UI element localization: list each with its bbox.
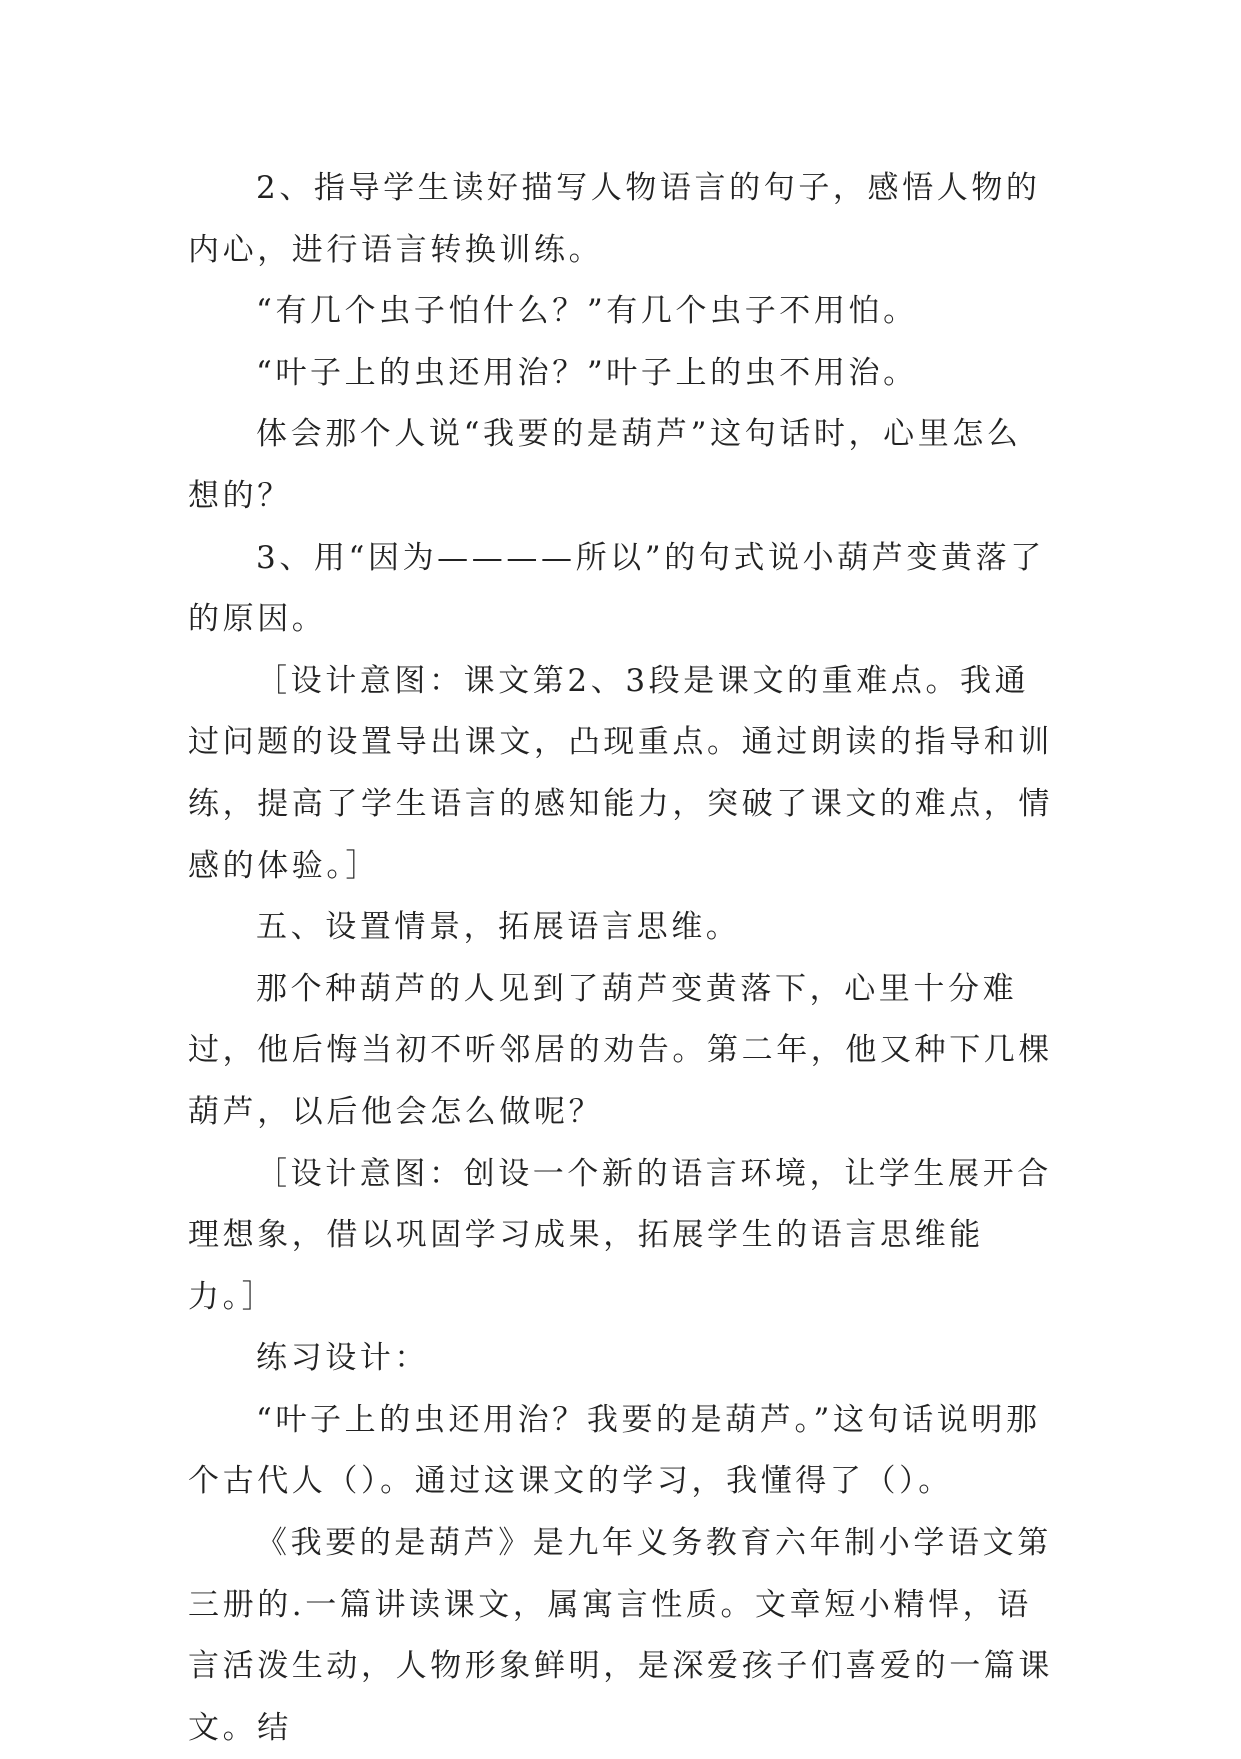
paragraph-exercise-heading: 练习设计：: [256, 1340, 429, 1377]
paragraph-exercise-question: “叶子上的虫还用治？我要的是葫芦。”这句话说明那个古代人（）。通过这课文的学习，我懂得了（）。: [188, 1401, 1041, 1500]
paragraph-question-gourd: 体会那个人说“我要的是葫芦”这句话时，心里怎么想的？: [188, 416, 1022, 514]
paragraph-quote-leaves: “叶子上的虫还用治？”叶子上的虫不用治。: [256, 354, 918, 391]
paragraph-design-intent-2: ［设计意图：创设一个新的语言环境，让学生展开合理想象，借以巩固学习成果，拓展学生的语言思维能力。］: [188, 1155, 1052, 1315]
paragraph-instruction-3: 3、用“因为————所以”的句式说小葫芦变黄落了的原因。: [188, 539, 1045, 638]
document-body: [188, 158, 1054, 1759]
paragraph-instruction-2: 2、指导学生读好描写人物语言的句子，感悟人物的内心，进行语言转换训练。: [188, 170, 1041, 268]
paragraph-scenario: 那个种葫芦的人见到了葫芦变黄落下，心里十分难过，他后悔当初不听邻居的劝告。第二年，他又种下几棵葫芦，以后他会怎么做呢？: [188, 970, 1053, 1130]
paragraph-lesson-overview: 《我要的是葫芦》是九年义务教育六年制小学语文第三册的.一篇讲读课文，属寓言性质。文章短小精悍，语言活泼生动，人物形象鲜明，是深爱孩子们喜爱的一篇课文。结: [188, 1525, 1053, 1746]
paragraph-section-5-heading: 五、设置情景，拓展语言思维。: [256, 909, 741, 946]
paragraph-quote-insects: “有几个虫子怕什么？”有几个虫子不用怕。: [256, 293, 918, 330]
paragraph-design-intent-1: ［设计意图：课文第2、3段是课文的重难点。我通过问题的设置导出课文，凸现重点。通过朗读的指导和训练，提高了学生语言的感知能力，突破了课文的难点，情感的体验。］: [188, 662, 1053, 884]
